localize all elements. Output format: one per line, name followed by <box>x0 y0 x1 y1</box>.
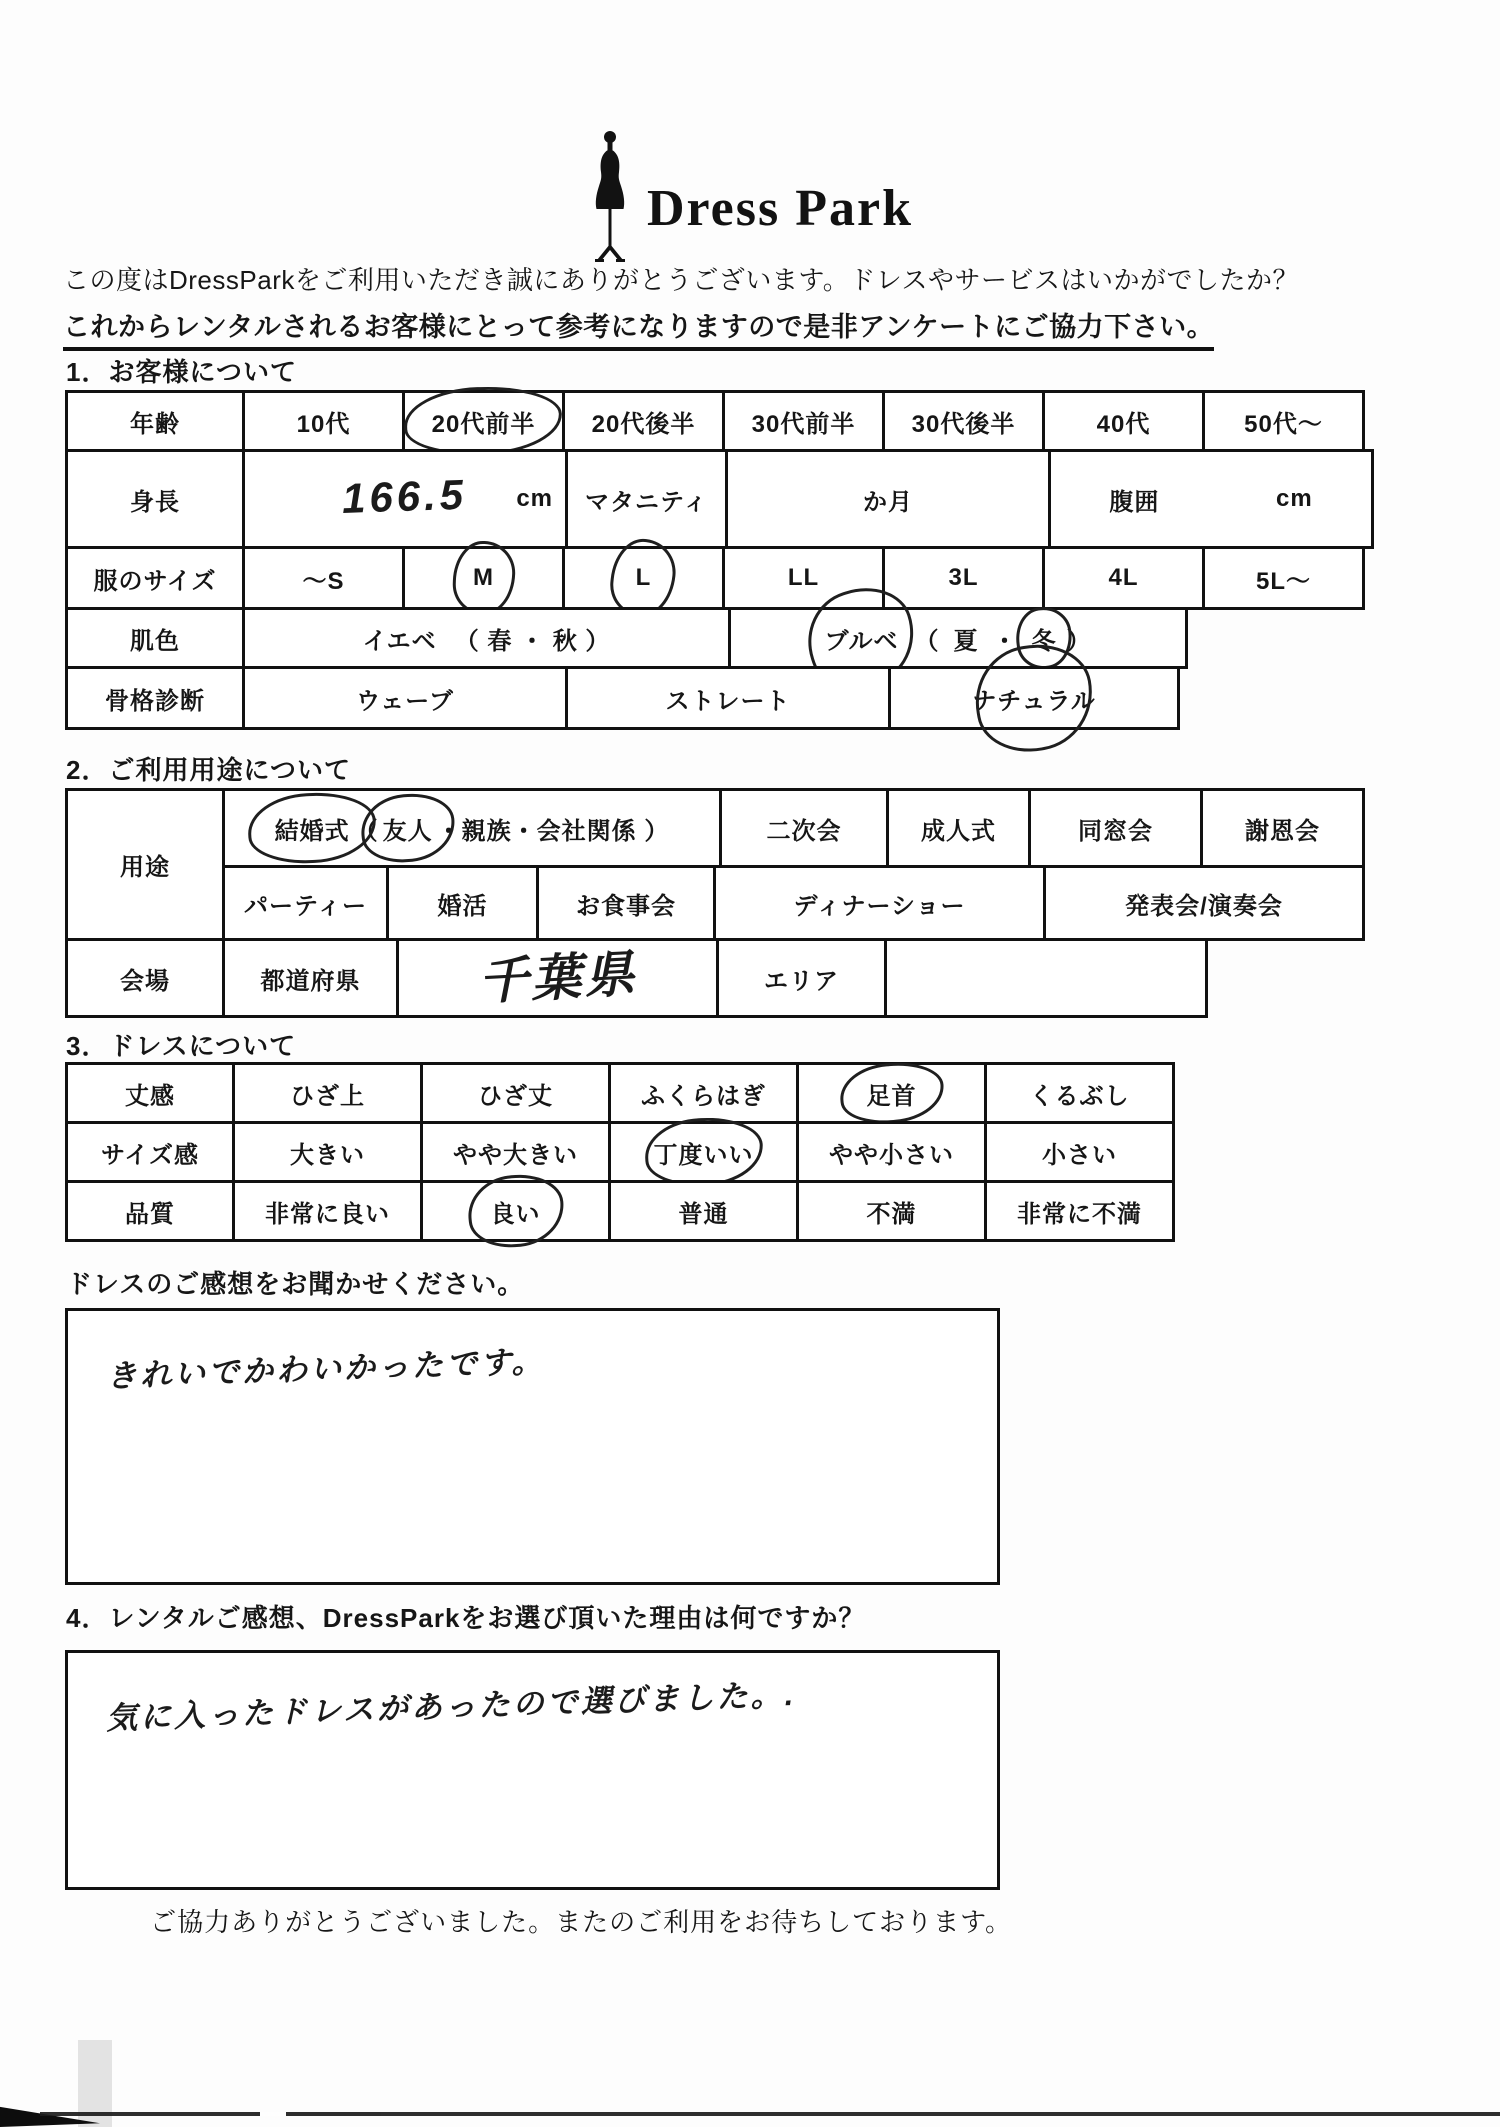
frame-option-natural-selected <box>888 666 1180 730</box>
dress-impressions-heading: ドレスのご感想をお聞かせください。 <box>66 1269 525 1299</box>
dress-impressions-box <box>65 1308 1000 1585</box>
quality-option-very-unsatisfied: 非常に不満 <box>984 1180 1175 1242</box>
maternity-months-cell: か月 <box>725 449 1051 549</box>
yellow-base-label: イエベ <box>362 627 437 655</box>
purpose-option-wedding-selected <box>222 788 722 868</box>
purpose-label: 用途 <box>65 788 225 941</box>
brand-name: Dress Park <box>646 180 913 237</box>
fit-option-big: 大きい <box>232 1121 423 1183</box>
length-option-knee: ひざ丈 <box>420 1062 611 1124</box>
pen-circle-mark: 良い <box>491 1194 541 1229</box>
age-option-50s: 50代～ <box>1202 390 1365 452</box>
blue-paren-open: （ <box>914 627 940 655</box>
pen-circle-mark: M <box>473 564 494 591</box>
prefecture-handwritten-value: 千葉県 <box>476 945 639 1010</box>
quality-option-average: 普通 <box>608 1180 799 1242</box>
purpose-row1 <box>222 788 1365 868</box>
intro-block <box>63 260 1463 351</box>
yellow-seasons: （ 春 ・ 秋 ） <box>454 627 611 655</box>
height-unit: cm <box>516 485 553 512</box>
size-option-4l: 4L <box>1042 546 1205 610</box>
pen-circle-mark: 丁度いい <box>654 1135 754 1170</box>
intro-line2: これからレンタルされるお客様にとって参考になりますので是非アンケートにご協力下さい。 <box>63 305 1214 351</box>
waist-cell <box>1048 449 1374 549</box>
size-option-3l: 3L <box>882 546 1045 610</box>
prefecture-value-cell <box>396 938 719 1018</box>
length-option-calf: ふくらはぎ <box>608 1062 799 1124</box>
closing-message: ご協力ありがとうございました。またのご利用をお待ちしております。 <box>150 1907 1012 1937</box>
pen-circle-mark: 足首 <box>867 1076 917 1111</box>
purpose-option-reunion: 同窓会 <box>1028 788 1203 868</box>
skin-option-yellow <box>242 607 731 669</box>
age-option-late20s: 20代後半 <box>562 390 725 452</box>
scan-line-artifact <box>40 2112 1500 2116</box>
size-option-5l: 5L～ <box>1202 546 1365 610</box>
area-label: エリア <box>716 938 887 1018</box>
quality-label: 品質 <box>65 1180 235 1242</box>
purpose-option-dinner-meeting: お食事会 <box>536 865 716 941</box>
dress-impressions-handwritten-answer: きれいでかわいかったです。 <box>105 1343 546 1394</box>
wedding-paren-open: （ <box>353 817 379 845</box>
age-row <box>65 390 1374 452</box>
skin-label: 肌色 <box>65 607 245 669</box>
purpose-row2 <box>222 865 1365 941</box>
waist-unit: cm <box>1275 485 1313 512</box>
age-option-early20s-selected <box>402 390 565 452</box>
quality-option-good-selected <box>420 1180 611 1242</box>
blue-paren-close: ） <box>1066 627 1092 655</box>
size-option-s: ～S <box>242 546 405 610</box>
age-option-10s: 10代 <box>242 390 405 452</box>
reason-handwritten-answer: 気に入ったドレスがあったので選びました。. <box>105 1676 797 1736</box>
section1-heading: 1．お客様について <box>66 357 297 387</box>
fit-label: サイズ感 <box>65 1121 235 1183</box>
height-handwritten-value: 166.5 <box>341 470 469 522</box>
pen-circle-mark: 友人 <box>383 811 433 846</box>
skin-option-blue-selected <box>728 607 1188 669</box>
customer-table <box>65 390 1374 730</box>
pen-circle-mark: 冬 <box>1032 621 1057 656</box>
skin-tone-row <box>65 607 1374 669</box>
section4-heading: 4．レンタルご感想、DressParkをお選び頂いた理由は何ですか？ <box>66 1603 866 1633</box>
age-option-early30s: 30代前半 <box>722 390 885 452</box>
purpose-option-recital: 発表会/演奏会 <box>1043 865 1365 941</box>
fit-option-slightly-small: やや小さい <box>796 1121 987 1183</box>
fit-option-slightly-big: やや大きい <box>420 1121 611 1183</box>
reason-box <box>65 1650 1000 1890</box>
length-label: 丈感 <box>65 1062 235 1124</box>
fit-row <box>65 1121 1175 1183</box>
purpose-option-thanks-party: 謝恩会 <box>1200 788 1365 868</box>
blue-summer: 夏 <box>953 627 979 655</box>
wedding-rest: ・親族・会社関係 ） <box>436 817 670 845</box>
brand-logo <box>0 128 1500 266</box>
venue-row <box>65 938 1365 1018</box>
frame-label: 骨格診断 <box>65 666 245 730</box>
purpose-option-matchmaking: 婚活 <box>386 865 539 941</box>
intro-line1: この度はDressParkをご利用いただき誠にありがとうございます。ドレスやサービスはいかがでしたか？ <box>63 265 1299 295</box>
pen-circle-mark: 結婚式 <box>275 811 350 846</box>
fit-option-small: 小さい <box>984 1121 1175 1183</box>
purpose-option-coming-of-age: 成人式 <box>886 788 1031 868</box>
frame-option-straight: ストレート <box>565 666 891 730</box>
purpose-option-afterparty: 二次会 <box>719 788 889 868</box>
section2-heading: 2．ご利用用途について <box>66 755 351 785</box>
waist-label: 腹囲 <box>1109 488 1160 516</box>
size-option-l-selected <box>562 546 725 610</box>
age-label: 年齢 <box>65 390 245 452</box>
length-row <box>65 1062 1175 1124</box>
size-option-m-selected <box>402 546 565 610</box>
size-option-ll: LL <box>722 546 885 610</box>
quality-option-very-good: 非常に良い <box>232 1180 423 1242</box>
height-row <box>65 449 1374 549</box>
pen-circle-mark: ブルベ <box>824 621 898 656</box>
purpose-option-party: パーティー <box>222 865 389 941</box>
section3-heading: 3．ドレスについて <box>66 1031 297 1061</box>
dress-table <box>65 1062 1175 1242</box>
maternity-label: マタニティ <box>565 449 728 549</box>
length-option-anklebone: くるぶし <box>984 1062 1175 1124</box>
prefecture-label: 都道府県 <box>222 938 399 1018</box>
quality-option-unsatisfied: 不満 <box>796 1180 987 1242</box>
pen-circle-mark: 20代前半 <box>432 404 536 439</box>
usage-table <box>65 788 1365 1018</box>
purpose-option-dinner-show: ディナーショー <box>713 865 1046 941</box>
age-option-late30s: 30代後半 <box>882 390 1045 452</box>
pen-circle-mark: L <box>635 564 652 591</box>
height-label: 身長 <box>65 449 245 549</box>
size-label: 服のサイズ <box>65 546 245 610</box>
length-option-above-knee: ひざ上 <box>232 1062 423 1124</box>
frame-diagnosis-row <box>65 666 1374 730</box>
area-value-cell <box>884 938 1208 1018</box>
dress-form-icon <box>587 128 633 266</box>
height-value-cell <box>242 449 568 549</box>
quality-row <box>65 1180 1175 1242</box>
age-option-40s: 40代 <box>1042 390 1205 452</box>
fit-option-just-right-selected <box>608 1121 799 1183</box>
length-option-ankle-selected <box>796 1062 987 1124</box>
pen-circle-mark: ナチュラル <box>972 681 1096 716</box>
frame-option-wave: ウェーブ <box>242 666 568 730</box>
size-row <box>65 546 1374 610</box>
blue-separator: ・ <box>992 627 1018 655</box>
venue-label: 会場 <box>65 938 225 1018</box>
